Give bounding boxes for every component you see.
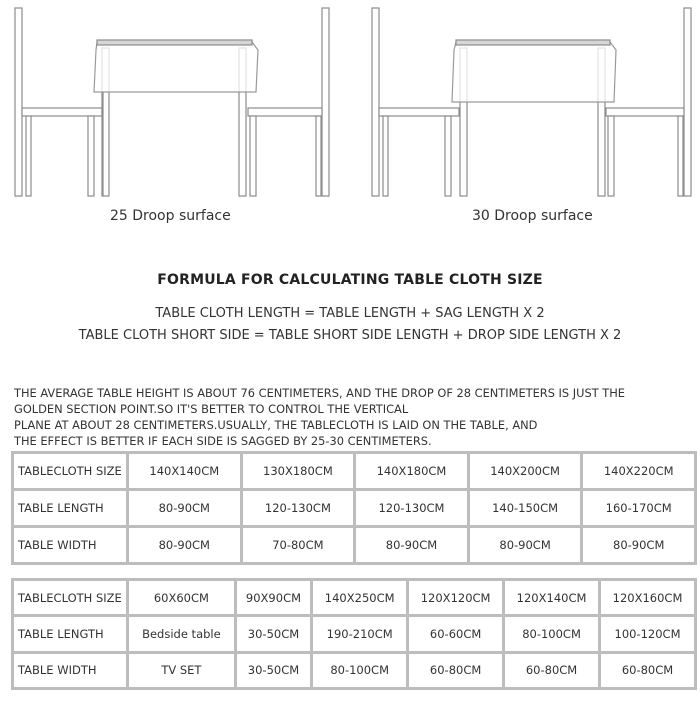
table-cell: 100-120CM: [601, 617, 694, 650]
table-cell: 140X140CM: [129, 454, 240, 488]
table-cell: 60-80CM: [409, 654, 502, 687]
size-table-2: [11, 578, 697, 690]
table-cell: 30-50CM: [237, 654, 310, 687]
table-row: [14, 617, 694, 650]
table-cell: Bedside table: [129, 617, 234, 650]
table-row: [14, 454, 694, 488]
table-cell: 80-100CM: [505, 617, 598, 650]
table-cell: 190-210CM: [313, 617, 406, 650]
page-title: FORMULA FOR CALCULATING TABLE CLOTH SIZE: [157, 272, 543, 288]
formula-short-side: TABLE CLOTH SHORT SIDE = TABLE SHORT SIDE LENGTH + DROP SIDE LENGTH X 2: [78, 328, 622, 343]
table-cell: 140X250CM: [313, 581, 406, 614]
table-cell: 120X120CM: [409, 581, 502, 614]
table-cell: 80-90CM: [129, 528, 240, 562]
row-header: TABLECLOTH SIZE: [14, 454, 126, 488]
right-droop-caption: 30 Droop surface: [472, 208, 593, 224]
table-cell: 140X180CM: [356, 454, 467, 488]
table-cell: 140-150CM: [470, 491, 581, 525]
description-line: THE AVERAGE TABLE HEIGHT IS ABOUT 76 CENTIMETERS, AND THE DROP OF 28 CENTIMETERS IS JUST THE: [14, 386, 625, 400]
table-cell: 80-90CM: [356, 528, 467, 562]
row-header: TABLE LENGTH: [14, 491, 126, 525]
right-table-scene: [372, 8, 691, 196]
row-header: TABLE WIDTH: [14, 528, 126, 562]
table-cell: 80-90CM: [470, 528, 581, 562]
description-line: GOLDEN SECTION POINT.SO IT'S BETTER TO CONTROL THE VERTICAL: [14, 402, 409, 416]
row-header: TABLE WIDTH: [14, 654, 126, 687]
table-cell: 80-100CM: [313, 654, 406, 687]
table-row: [14, 581, 694, 614]
table-cell: 60-80CM: [505, 654, 598, 687]
table-cell: 120-130CM: [356, 491, 467, 525]
table-cell: 80-90CM: [129, 491, 240, 525]
table-row: [14, 528, 694, 562]
table-cell: 140X200CM: [470, 454, 581, 488]
size-table-1: [11, 451, 697, 565]
formula-length: TABLE CLOTH LENGTH = TABLE LENGTH + SAG LENGTH X 2: [155, 306, 545, 321]
table-cell: 60X60CM: [129, 581, 234, 614]
table-cell: 120X140CM: [505, 581, 598, 614]
table-cell: 70-80CM: [243, 528, 354, 562]
table-row: [14, 654, 694, 687]
left-droop-caption: 25 Droop surface: [110, 208, 231, 224]
description-paragraph: [14, 385, 694, 449]
table-cell: 120X160CM: [601, 581, 694, 614]
table-cell: 60-80CM: [601, 654, 694, 687]
table-cell: 60-60CM: [409, 617, 502, 650]
table-cell: 130X180CM: [243, 454, 354, 488]
table-cell: TV SET: [129, 654, 234, 687]
table-cell: 30-50CM: [237, 617, 310, 650]
table-row: [14, 491, 694, 525]
table-cell: 90X90CM: [237, 581, 310, 614]
table-illustrations: [0, 0, 700, 205]
description-line: PLANE AT ABOUT 28 CENTIMETERS.USUALLY, THE TABLECLOTH IS LAID ON THE TABLE, AND: [14, 418, 538, 432]
table-cell: 80-90CM: [583, 528, 694, 562]
description-line: THE EFFECT IS BETTER IF EACH SIDE IS SAGGED BY 25-30 CENTIMETERS.: [14, 434, 432, 448]
table-cell: 160-170CM: [583, 491, 694, 525]
row-header: TABLE LENGTH: [14, 617, 126, 650]
row-header: TABLECLOTH SIZE: [14, 581, 126, 614]
table-cell: 140X220CM: [583, 454, 694, 488]
left-table-scene: [15, 8, 329, 196]
table-cell: 120-130CM: [243, 491, 354, 525]
